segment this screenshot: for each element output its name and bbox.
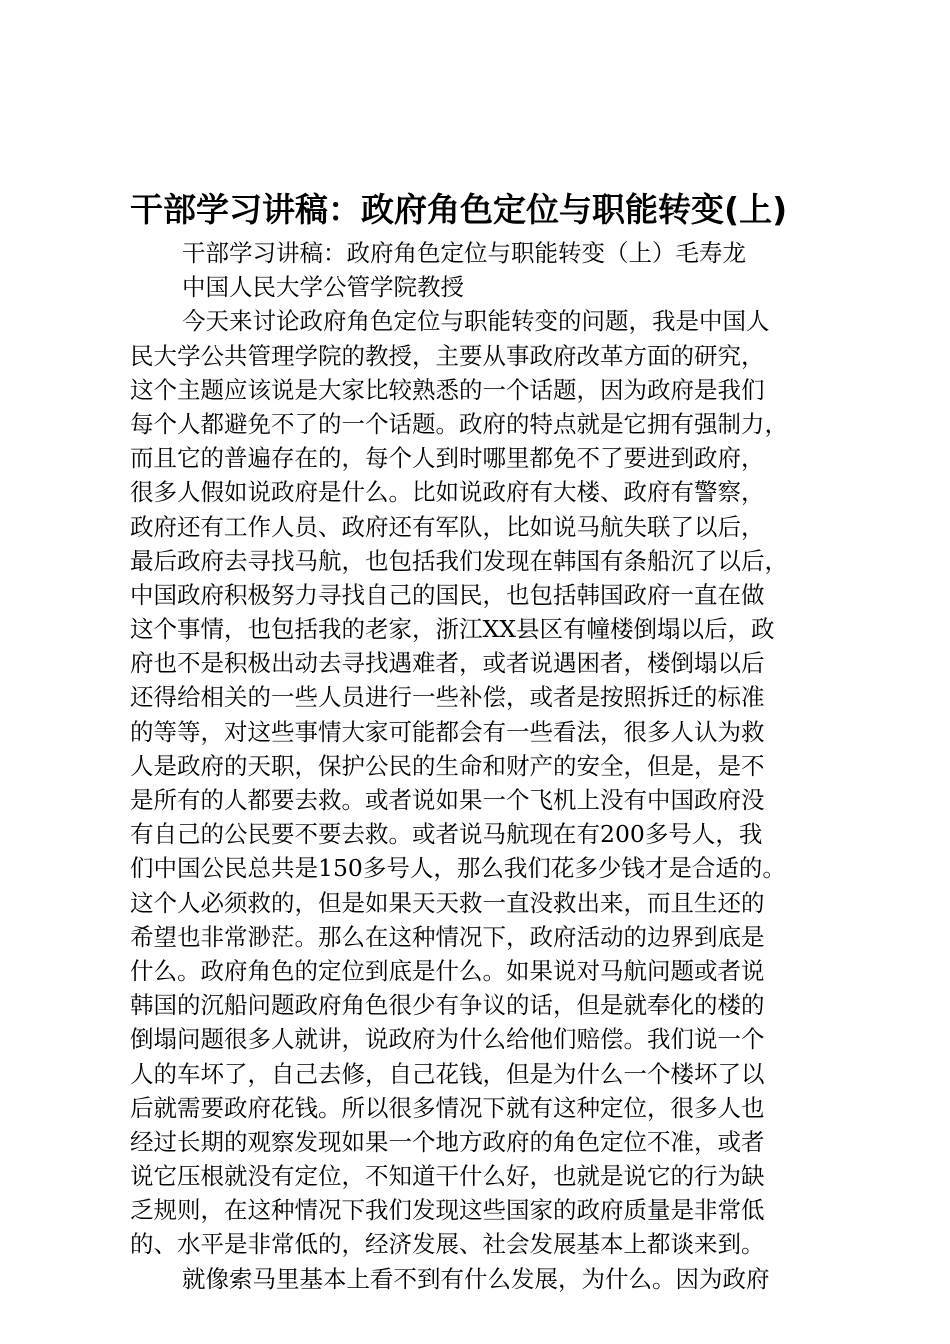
text-line: 这个事情，也包括我的老家，浙江XX县区有幢楼倒塌以后，政: [130, 615, 775, 644]
text-line: 而且它的普遍存在的，每个人到时哪里都免不了要进到政府，: [130, 444, 765, 473]
text-line: 这个人必须救的，但是如果天天救一直没救出来，而且生还的: [130, 888, 765, 917]
text-line: 很多人假如说政府是什么。比如说政府有大楼、政府有警察，: [130, 478, 765, 507]
text-line: 是所有的人都要去救。或者说如果一个飞机上没有中国政府没: [130, 786, 765, 814]
text-line: 就像索马里基本上看不到有什么发展，为什么。因为政府: [182, 1264, 770, 1293]
text-line: 民大学公共管理学院的教授，主要从事政府改革方面的研究，: [130, 341, 765, 370]
text-line: 今天来讨论政府角色定位与职能转变的问题，我是中国人: [182, 307, 770, 336]
text-line: 还得给相关的一些人员进行一些补偿，或者是按照拆迁的标准: [130, 683, 765, 712]
text-line: 这个主题应该说是大家比较熟悉的一个话题，因为政府是我们: [130, 375, 765, 404]
text-line: 什么。政府角色的定位到底是什么。如果说对马航问题或者说: [130, 956, 765, 985]
text-line: 中国人民大学公管学院教授: [182, 273, 464, 302]
document-title: 干部学习讲稿：政府角色定位与职能转变(上): [130, 190, 788, 229]
text-line: 干部学习讲稿：政府角色定位与职能转变（上）毛寿龙: [182, 239, 746, 267]
text-line: 后就需要政府花钱。所以很多情况下就有这种定位，很多人也: [130, 1093, 765, 1122]
text-line: 每个人都避免不了的一个话题。政府的特点就是它拥有强制力，: [130, 409, 788, 438]
text-line: 中国政府积极努力寻找自己的国民，也包括韩国政府一直在做: [130, 580, 765, 609]
text-line: 政府还有工作人员、政府还有军队，比如说马航失联了以后，: [130, 512, 765, 541]
text-line: 们中国公民总共是150多号人，那么我们花多少钱才是合适的。: [130, 854, 786, 883]
document-body: [130, 236, 840, 1296]
text-line: 说它压根就没有定位，不知道干什么好，也就是说它的行为缺: [130, 1162, 765, 1191]
text-line: 人的车坏了，自己去修，自己花钱，但是为什么一个楼坏了以: [130, 1059, 765, 1088]
text-line: 韩国的沉船问题政府角色很少有争议的话，但是就奉化的楼的: [130, 991, 765, 1020]
text-line: 人是政府的天职，保护公民的生命和财产的安全，但是，是不: [130, 751, 765, 780]
text-line: 的、水平是非常低的，经济发展、社会发展基本上都谈来到。: [130, 1230, 765, 1259]
text-line: 的等等，对这些事情大家可能都会有一些看法，很多人认为救: [130, 717, 765, 746]
text-line: 最后政府去寻找马航，也包括我们发现在韩国有条船沉了以后，: [130, 546, 788, 575]
text-line: 有自己的公民要不要去救。或者说马航现在有200多号人，我: [130, 820, 763, 849]
text-line: 倒塌问题很多人就讲，说政府为什么给他们赔偿。我们说一个: [130, 1025, 765, 1054]
text-line: 希望也非常渺茫。那么在这种情况下，政府活动的边界到底是: [130, 922, 765, 951]
text-line: 府也不是积极出动去寻找遇难者，或者说遇困者，楼倒塌以后: [130, 649, 765, 678]
text-line: 经过长期的观察发现如果一个地方政府的角色定位不准，或者: [130, 1127, 765, 1156]
text-line: 乏规则，在这种情况下我们发现这些国家的政府质量是非常低: [130, 1196, 765, 1225]
